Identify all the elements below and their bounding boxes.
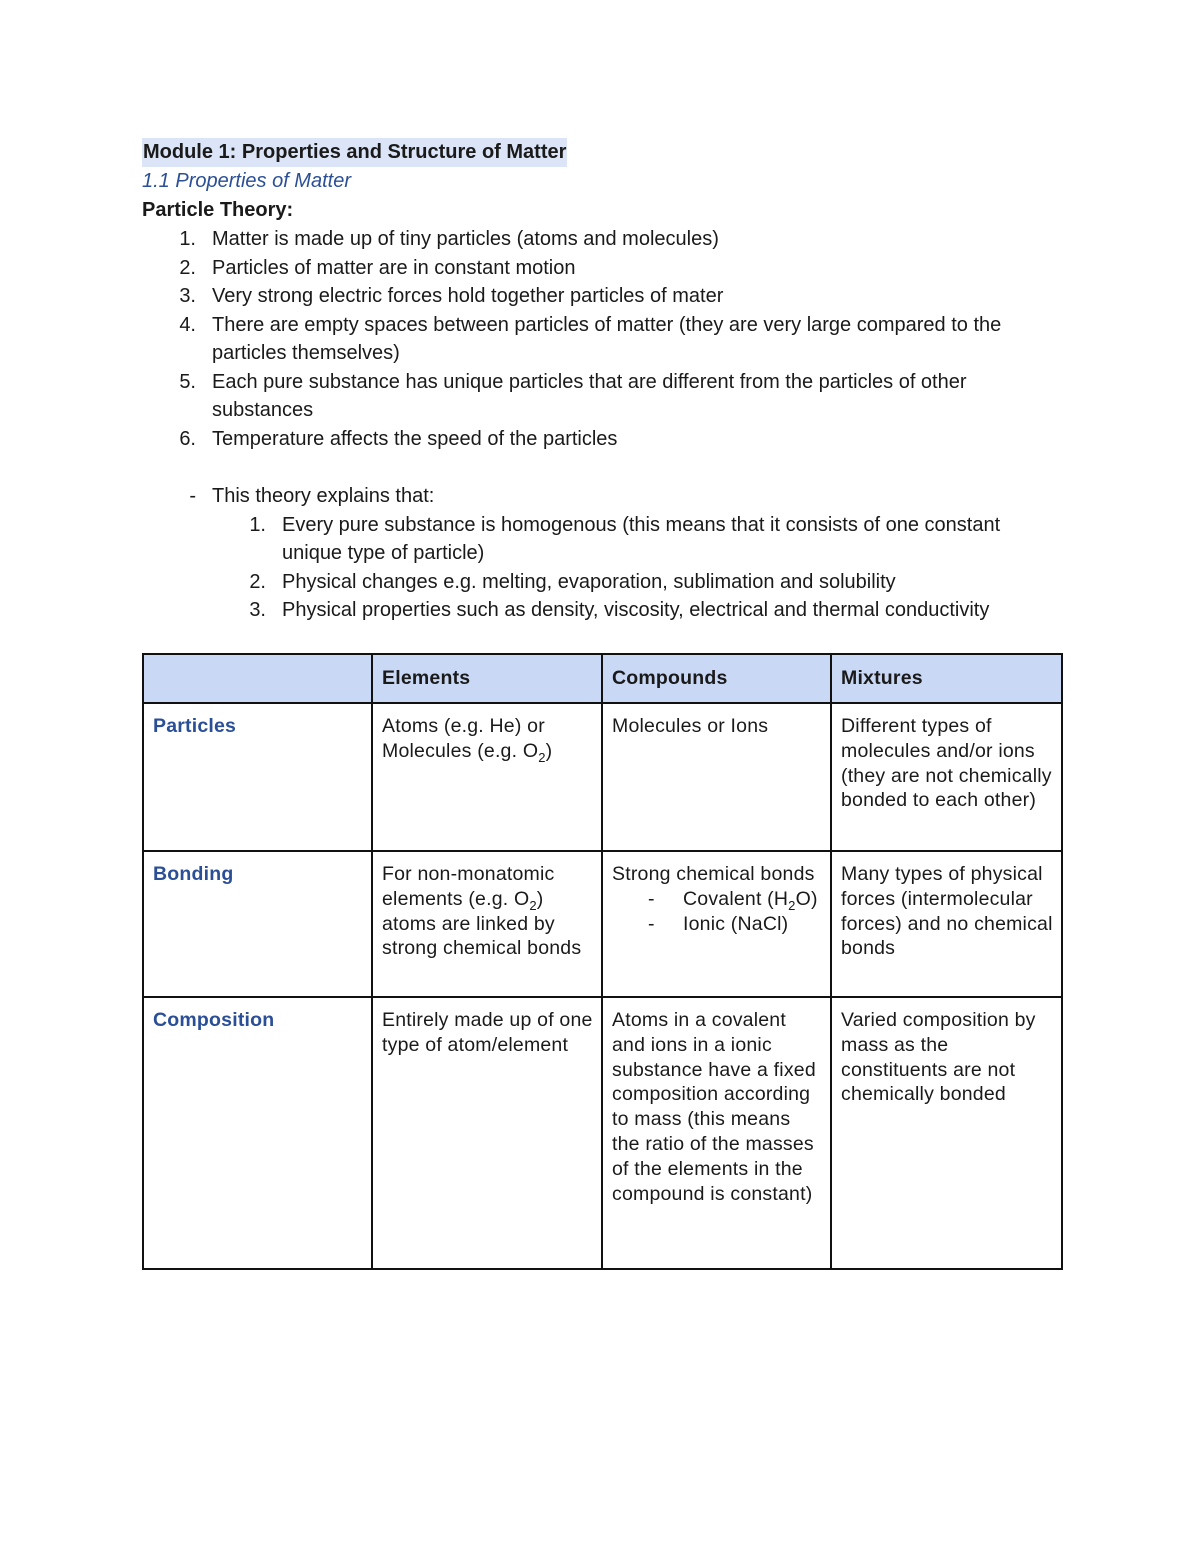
list-text: Every pure substance is homogenous (this means that it consists of one constant unique type of particle) <box>282 513 1001 564</box>
explains-list <box>142 511 1062 625</box>
subscript: 2 <box>538 749 546 765</box>
matter-comparison-table <box>142 653 1063 1270</box>
cell-text <box>683 887 822 912</box>
list-number: 1. <box>179 228 196 250</box>
document-body <box>142 138 1062 625</box>
cell-text: ) atoms are linked by strong chemical bonds <box>382 887 582 960</box>
list-number: 6. <box>179 427 196 450</box>
list-item <box>142 311 1062 368</box>
cell-text: Molecules (e.g. O <box>382 739 539 762</box>
list-text: Matter is made up of tiny particles (atoms and molecules) <box>212 228 719 250</box>
theory-list <box>142 225 1062 453</box>
cell-text: ) <box>545 739 553 762</box>
table-header-row <box>143 654 1062 703</box>
list-item <box>142 511 1062 568</box>
section-subtitle: 1.1 Properties of Matter <box>142 170 351 192</box>
subscript: 2 <box>529 897 537 913</box>
list-item <box>142 596 1062 625</box>
dash-bullet: - <box>648 887 655 910</box>
cell-text: Ionic (NaCl) <box>683 912 789 935</box>
row-label-particles: Particles <box>143 703 372 851</box>
dash-bullet: - <box>648 912 655 935</box>
list-item <box>142 282 1062 311</box>
explains-bullet-item <box>142 482 1062 511</box>
row-label-composition: Composition <box>143 997 372 1269</box>
list-number: 3. <box>249 599 266 621</box>
spacer <box>142 453 1062 482</box>
cell-particles-elements <box>372 703 602 851</box>
cell-bonding-mixtures: Many types of physical forces (intermolecular forces) and no chemical bonds <box>831 851 1062 997</box>
cell-text: Covalent (H <box>683 887 789 910</box>
dash-bullet: - <box>189 485 196 507</box>
list-item <box>612 887 822 912</box>
cell-text: O) <box>795 887 818 910</box>
cell-composition-elements: Entirely made up of one type of atom/element <box>372 997 602 1269</box>
table-row-bonding <box>143 851 1062 997</box>
list-item <box>612 912 822 937</box>
cell-bonding-elements <box>372 851 602 997</box>
list-text: Particles of matter are in constant motion <box>212 256 576 279</box>
cell-bonding-compounds <box>602 851 831 997</box>
cell-composition-mixtures: Varied composition by mass as the constituents are not chemically bonded <box>831 997 1062 1269</box>
list-item <box>142 254 1062 283</box>
explains-intro: This theory explains that: <box>212 485 435 507</box>
list-item <box>142 425 1062 454</box>
list-number: 2. <box>249 570 266 593</box>
list-text: There are empty spaces between particles of matter (they are very large compared to the particles themselves) <box>212 313 1002 364</box>
page-title: Module 1: Properties and Structure of Matter <box>142 138 567 167</box>
list-text: Physical changes e.g. melting, evaporation, sublimation and solubility <box>282 570 896 593</box>
list-item <box>142 368 1062 425</box>
header-elements: Elements <box>372 654 602 703</box>
list-number: 5. <box>179 370 196 393</box>
list-text: Each pure substance has unique particles that are different from the particles of other substances <box>212 370 967 421</box>
cell-text: Strong chemical bonds <box>612 863 815 885</box>
row-label-bonding: Bonding <box>143 851 372 997</box>
cell-text: For non-monatomic elements (e.g. O <box>382 863 555 910</box>
list-text: Physical properties such as density, viscosity, electrical and thermal conductivity <box>282 599 990 621</box>
header-compounds: Compounds <box>602 654 831 703</box>
list-item <box>142 225 1062 254</box>
list-number: 1. <box>249 513 266 536</box>
cell-composition-compounds: Atoms in a covalent and ions in a ionic substance have a fixed composition according to mass (this means the ratio of the masses of the elements in the compound is constant) <box>602 997 831 1269</box>
list-text: Very strong electric forces hold together particles of mater <box>212 285 724 307</box>
particle-theory-heading: Particle Theory: <box>142 199 294 221</box>
cell-particles-compounds: Molecules or Ions <box>602 703 831 851</box>
list-number: 4. <box>179 313 196 336</box>
table-row-composition <box>143 997 1062 1269</box>
cell-particles-mixtures: Different types of molecules and/or ions (they are not chemically bonded to each other) <box>831 703 1062 851</box>
cell-text: Atoms (e.g. He) or <box>382 715 545 737</box>
list-number: 2. <box>179 256 196 279</box>
table-row-particles <box>143 703 1062 851</box>
header-mixtures: Mixtures <box>831 654 1062 703</box>
header-empty <box>143 654 372 703</box>
list-item <box>142 568 1062 597</box>
list-number: 3. <box>179 285 196 307</box>
list-text: Temperature affects the speed of the particles <box>212 427 618 450</box>
subscript: 2 <box>788 897 796 913</box>
